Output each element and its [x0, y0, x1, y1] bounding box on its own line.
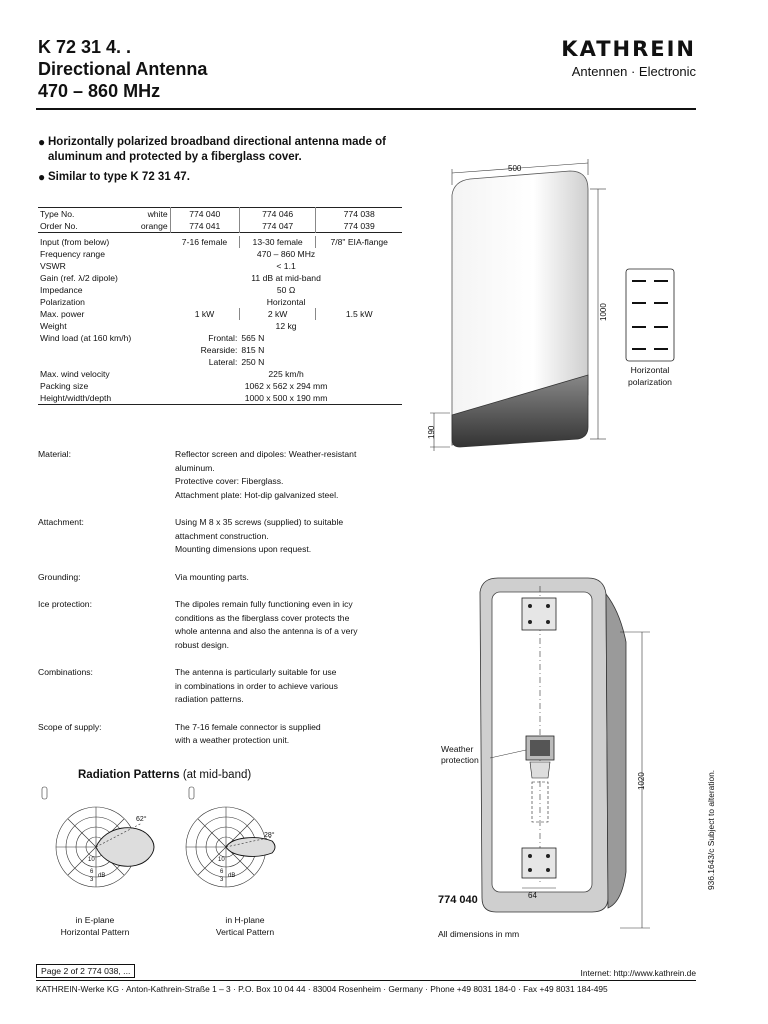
bullet-item: ● Similar to type K 72 31 47. [38, 170, 190, 184]
table-row: Height/width/depth 1000 x 500 x 190 mm [38, 392, 402, 405]
description-key: Combinations: [38, 667, 93, 677]
table-row: Gain (ref. λ/2 dipole) 11 dB at mid-band [40, 273, 321, 283]
polarization-box [626, 269, 674, 361]
description-line: The 7-16 female connector is supplied [175, 721, 321, 732]
description-row [38, 516, 402, 557]
h-plane-caption: in H-plane Vertical Pattern [215, 915, 275, 937]
description-value [175, 571, 402, 585]
description-key: Material: [38, 449, 71, 459]
description-line: Reflector screen and dipoles: Weather-resistant [175, 449, 357, 459]
description-row [38, 448, 402, 502]
e-plane-angle: 62° [136, 816, 147, 823]
order-no-label: Order No. [40, 221, 78, 231]
table-row: Wind load (at 160 km/h) Frontal: 565 N [40, 333, 265, 343]
brand-subtitle: Antennen · Electronic [571, 64, 696, 79]
svg-text:dB: dB [98, 873, 106, 879]
title-line-1: K 72 31 4. . [38, 37, 132, 57]
svg-text:3: 3 [220, 877, 224, 883]
description-line: aluminum. [175, 462, 215, 473]
description-line: Attachment plate: Hot-dip galvanized steel. [175, 489, 339, 500]
description-key: Grounding: [38, 571, 81, 582]
description-key: Attachment: [38, 517, 84, 527]
table-row: Max. power 1 kW 2 kW 1.5 kW [38, 308, 402, 320]
svg-text:6: 6 [90, 869, 94, 875]
description-list [38, 448, 402, 762]
bullet-dot-icon: ● [38, 170, 46, 184]
title-line-3: 470 – 860 MHz [38, 81, 161, 101]
svg-text:3: 3 [90, 877, 94, 883]
dim-mount-width: 64 [528, 891, 537, 900]
antenna-front-drawing [420, 155, 690, 465]
description-line: conditions as the fiberglass cover protects the [175, 612, 350, 623]
table-row: Max. wind velocity 225 km/h [40, 369, 304, 379]
description-line: whole antenna and also the antenna is of a very [175, 626, 358, 636]
description-value [175, 516, 402, 557]
description-line: The antenna is particularly suitable for use [175, 667, 337, 677]
title-line-2: Directional Antenna [38, 59, 208, 79]
radiation-title: Radiation Patterns (at mid-band) [78, 769, 252, 781]
radiation-patterns [36, 785, 286, 890]
description-line: Mounting dimensions upon request. [175, 544, 312, 554]
table-row: VSWR < 1.1 [40, 261, 296, 271]
description-value [175, 721, 402, 748]
weather-protection-label: Weather protection [441, 744, 479, 765]
description-line: attachment construction. [175, 530, 269, 541]
footer-divider [36, 980, 696, 981]
e-plane-ticks [88, 857, 105, 883]
description-value [175, 666, 402, 707]
brand-logo [561, 38, 696, 79]
description-row [38, 571, 402, 585]
polarization-label: Horizontal polarization [628, 365, 672, 387]
e-plane-pattern [42, 787, 154, 887]
page-indicator: Page 2 of 2 774 038, ... [36, 964, 135, 978]
spec-table: Type No. white 774 040 774 046 774 038 Order No. orange 774 041 774 047 774 039 Input (from below) 7-16 female 13-30 female 7/8" EIA-flange Frequency range 470 – 860 MHz VSWR < 1.1 Gain (ref. λ/2 dipole) 11 dB at mid-band Impedance 50 Ω Polarization Horizontal Max. power 1 kW 2 kW 1.5 kW Weight 12 kg Wind load (at 160 km/h) Frontal: 565 N Rearside: 815 N Lateral: 250 N Max. wind velocity 225 km/h Packing size 1062 x 562 x 294 mm Height/width/depth 1000 x 500 x 190 mm [38, 207, 402, 405]
svg-text:10: 10 [88, 857, 95, 863]
table-row: Lateral: 250 N [208, 357, 265, 367]
description-line: The dipoles remain fully functioning even in icy [175, 599, 353, 609]
dim-height: 1000 [599, 303, 608, 321]
description-key: Ice protection: [38, 599, 92, 609]
description-key: Scope of supply: [38, 721, 102, 732]
table-row: Weight 12 kg [40, 321, 297, 331]
brand-name: KATHREIN [561, 37, 696, 61]
description-row [38, 666, 402, 707]
description-line: Via mounting parts. [175, 571, 249, 582]
svg-text:10: 10 [218, 857, 225, 863]
table-row: Frequency range 470 – 860 MHz [40, 249, 316, 259]
h-plane-angle: 28° [264, 832, 275, 839]
bottom-mount-plate [522, 848, 556, 878]
top-mount-plate [522, 598, 556, 630]
document-code: 936.1643/c Subject to alteration. [706, 769, 716, 890]
polarization-dipoles-icon [632, 281, 668, 349]
description-line: radiation patterns. [175, 694, 244, 704]
dim-depth: 190 [427, 425, 436, 439]
description-row [38, 721, 402, 748]
table-row: Packing size 1062 x 562 x 294 mm [40, 381, 328, 391]
description-value [175, 448, 402, 502]
feature-bullets [38, 135, 408, 190]
antenna-rear-drawing [470, 572, 660, 932]
svg-text:dB: dB [228, 873, 236, 879]
website-link[interactable]: Internet: http://www.kathrein.de [580, 968, 696, 978]
bullet-item: ● Horizontally polarized broadband directional antenna made of aluminum and protected by a fiberglass cover. [38, 135, 387, 163]
dim-width: 500 [508, 164, 522, 173]
description-line: robust design. [175, 639, 229, 650]
footer-address: KATHREIN-Werke KG · Anton-Kathrein-Straße 1 – 3 · P.O. Box 10 04 44 · 83004 Rosenheim · Germany · Phone +49 8031 184-0 · Fax +49 8031 184-495 [36, 984, 608, 994]
description-line: Protective cover: Fiberglass. [175, 476, 284, 486]
description-line: with a weather protection unit. [175, 735, 290, 745]
table-row: Impedance 50 Ω [40, 285, 296, 295]
type-no-label: Type No. [40, 209, 75, 219]
description-value [175, 598, 402, 652]
dim-mount-height: 1020 [637, 772, 646, 790]
description-line: Using M 8 x 35 screws (supplied) to suitable [175, 517, 344, 527]
description-row [38, 598, 402, 652]
h-plane-pattern [186, 787, 275, 887]
e-plane-caption: in E-plane Horizontal Pattern [60, 915, 130, 937]
header-divider [36, 108, 696, 110]
page-title [38, 36, 207, 102]
bullet-dot-icon: ● [38, 135, 46, 149]
table-row: Polarization Horizontal [40, 297, 306, 307]
description-line: in combinations in order to achieve various [175, 680, 338, 691]
h-plane-ticks [218, 857, 235, 883]
drawing-type-no: 774 040 [438, 894, 478, 906]
dimensions-note: All dimensions in mm [438, 929, 520, 939]
table-row: Rearside: 815 N [200, 345, 265, 355]
svg-text:6: 6 [220, 869, 224, 875]
table-row: Input (from below) 7-16 female 13-30 female 7/8" EIA-flange [38, 236, 402, 248]
